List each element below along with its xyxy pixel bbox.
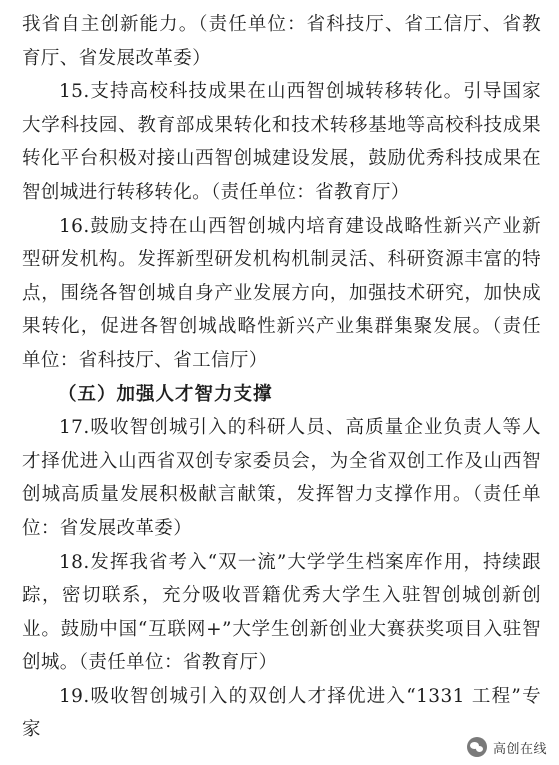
paragraph-item-18: 18.发挥我省考入“双一流”大学学生档案库作用，持续跟踪，密切联系，充分吸收晋籍优秀大学生入驻智创城创新创业。鼓励中国“互联网+”大学生创新创业大赛获奖项目入驻智创城。（责任单位：省教育厅） [22, 551, 541, 674]
paragraph-item-16: 16.鼓励支持在山西智创城内培育建设战略性新兴产业新型研发机构。发挥新型研发机构机制灵活、科研资源丰富的特点，围绕各智创城自身产业发展方向，加强技术研究，加快成果转化，促进各智创城战略性新兴产业集群集聚发展。（责任单位：省科技厅、省工信厅） [22, 215, 541, 371]
section-heading: （五）加强人才智力支撑 [58, 383, 273, 405]
watermark [465, 735, 551, 759]
wechat-icon [467, 737, 487, 757]
paragraph-item-15: 15.支持高校科技成果在山西智创城转移转化。引导国家大学科技园、教育部成果转化和技术转移基地等高校科技成果转化平台积极对接山西智创城建设发展，鼓励优秀科技成果在智创城进行转移转化。（责任单位：省教育厅） [22, 81, 541, 203]
paragraph-continuation: 我省自主创新能力。（责任单位：省科技厅、省工信厅、省教育厅、省发展改革委） [22, 14, 541, 69]
paragraph-item-19: 19.吸收智创城引入的双创人才择优进入“1331 工程”专家 [22, 685, 541, 741]
paragraph-item-17: 17.吸收智创城引入的科研人员、高质量企业负责人等人才择优进入山西省双创专家委员会，为全省双创工作及山西智创城高质量发展积极献言献策，发挥智力支撑作用。（责任单位：省发展改革委） [22, 417, 541, 539]
watermark-text: 高创在线 [492, 741, 547, 757]
